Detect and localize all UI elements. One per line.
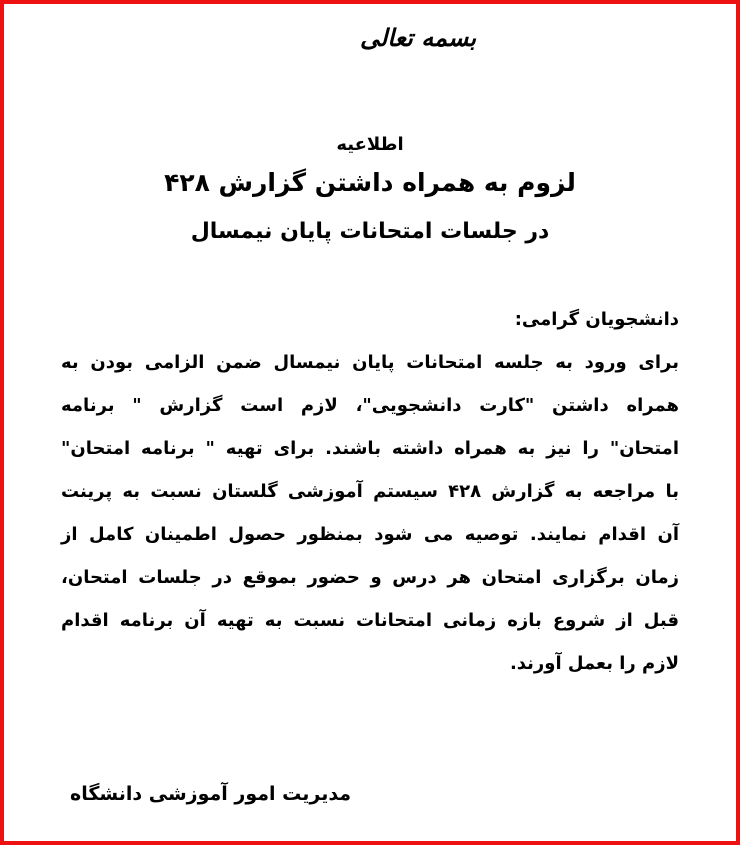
body-line: برای ورود به جلسه امتحانات پایان نیمسال ضمن الزامی بودن به xyxy=(61,352,679,373)
notice-body xyxy=(61,298,679,685)
notice-title-line2: در جلسات امتحانات پایان نیمسال xyxy=(190,219,550,244)
body-line: آن اقدام نمایند. توصیه می شود بمنظور حصول اطمینان کامل از xyxy=(61,524,679,545)
body-line: با مراجعه به گزارش ۴۲۸ سیستم آموزشی گلستان نسبت به پرینت xyxy=(61,481,679,502)
body-line: قبل از شروع بازه زمانی امتحانات نسبت به تهیه آن برنامه اقدام xyxy=(61,610,679,631)
body-line: امتحان" را نیز به همراه داشته باشند. برای تهیه " برنامه امتحان" xyxy=(61,438,679,459)
bismillah-calligraphy: بسمه تعالی xyxy=(359,24,477,52)
notice-title-line1: لزوم به همراه داشتن گزارش ۴۲۸ xyxy=(164,168,576,197)
notice-label: اطلاعیه xyxy=(336,134,404,155)
body-line: همراه داشتن "کارت دانشجویی"، لازم است گزارش " برنامه xyxy=(61,395,679,416)
body-salutation: دانشجویان گرامی: xyxy=(514,309,679,330)
body-line: زمان برگزاری امتحان هر درس و حضور بموقع در جلسات امتحان، xyxy=(61,567,679,588)
signature-text: مدیریت امور آموزشی دانشگاه xyxy=(70,783,352,805)
body-last-line: لازم را بعمل آورند. xyxy=(509,653,679,674)
